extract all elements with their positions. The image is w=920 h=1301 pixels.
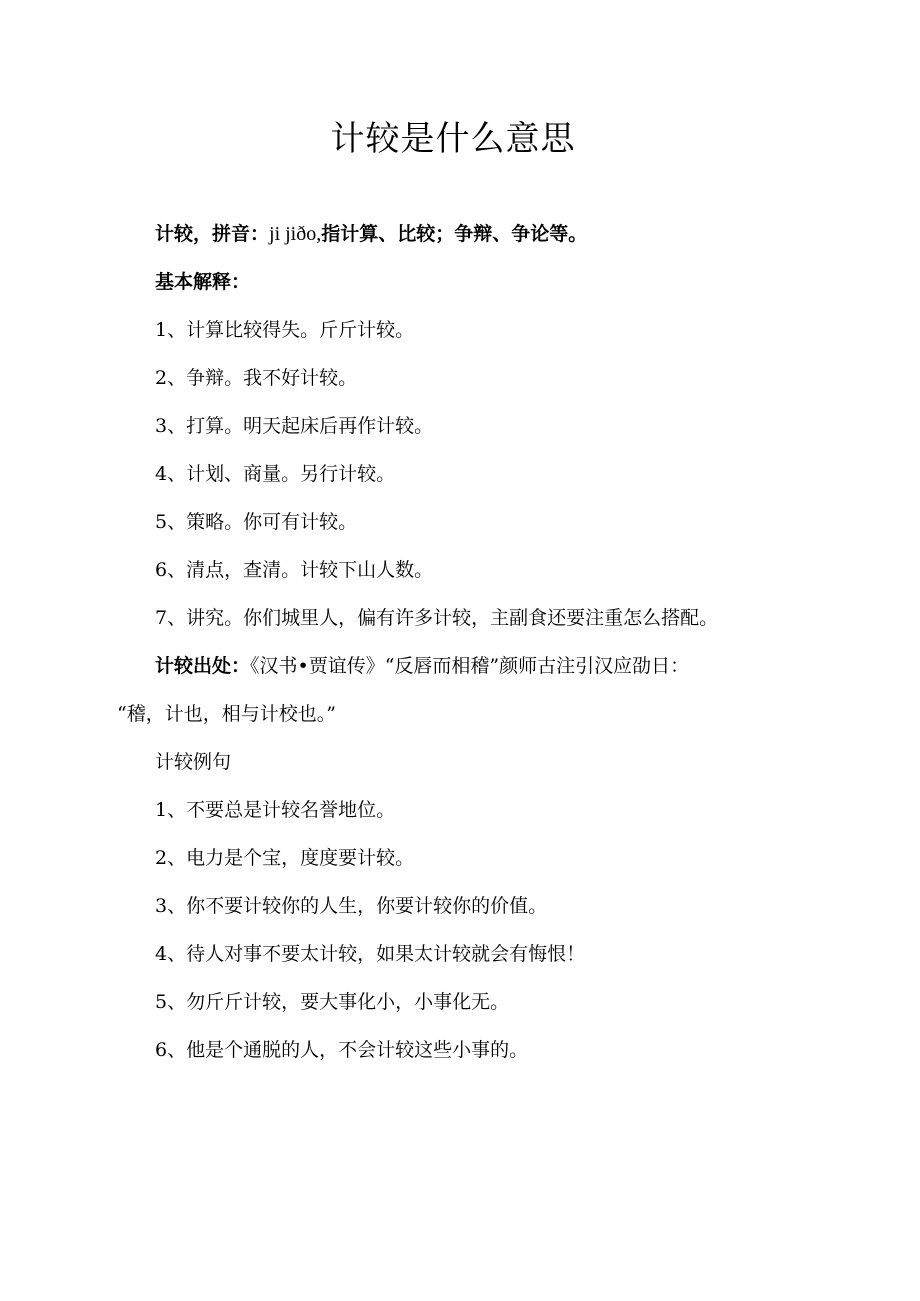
source-continuation: “稽，计也，相与计校也。” (117, 703, 336, 725)
examples-heading: 计较例句 (155, 751, 232, 773)
document-body (117, 210, 807, 1074)
meaning-item: 1、计算比较得失。斤斤计较。 (155, 319, 415, 341)
meaning-item: 5、策略。你可有计较。 (155, 511, 358, 533)
example-item: 6、他是个通脱的人，不会计较这些小事的。 (155, 1039, 529, 1061)
page-title: 计较是什么意思 (330, 119, 576, 159)
intro-pinyin: ji jiðo, (269, 223, 322, 245)
basic-heading: 基本解释： (155, 271, 251, 293)
example-item: 3、你不要计较你的人生，你要计较你的价值。 (155, 895, 548, 917)
source-text: 《汉书•贾谊传》“反唇而相稽”颜师古注引汉应劭日： (250, 655, 690, 677)
meaning-item: 6、清点，查清。计较下山人数。 (155, 559, 434, 581)
example-item: 5、勿斤斤计较，要大事化小，小事化无。 (155, 991, 510, 1013)
meaning-item: 2、争辩。我不好计较。 (155, 367, 358, 389)
example-item: 1、不要总是计较名誉地位。 (155, 799, 396, 821)
intro-rest: 指计算、比较；争辩、争论等。 (321, 223, 588, 245)
meaning-item: 3、打算。明天起床后再作计较。 (155, 415, 434, 437)
example-item: 2、电力是个宝，度度要计较。 (155, 847, 415, 869)
source-paragraph (117, 642, 807, 690)
intro-lead: 计较，拼音： (155, 223, 270, 245)
meaning-item: 7、讲究。你们城里人，偏有许多计较，主副食还要注重怎么搭配。 (155, 607, 719, 629)
example-item: 4、待人对事不要太计较，如果太计较就会有悔恨！ (155, 943, 586, 965)
intro-paragraph (117, 210, 807, 258)
source-label: 计较出处： (155, 655, 251, 677)
meaning-item: 4、计划、商量。另行计较。 (155, 463, 396, 485)
